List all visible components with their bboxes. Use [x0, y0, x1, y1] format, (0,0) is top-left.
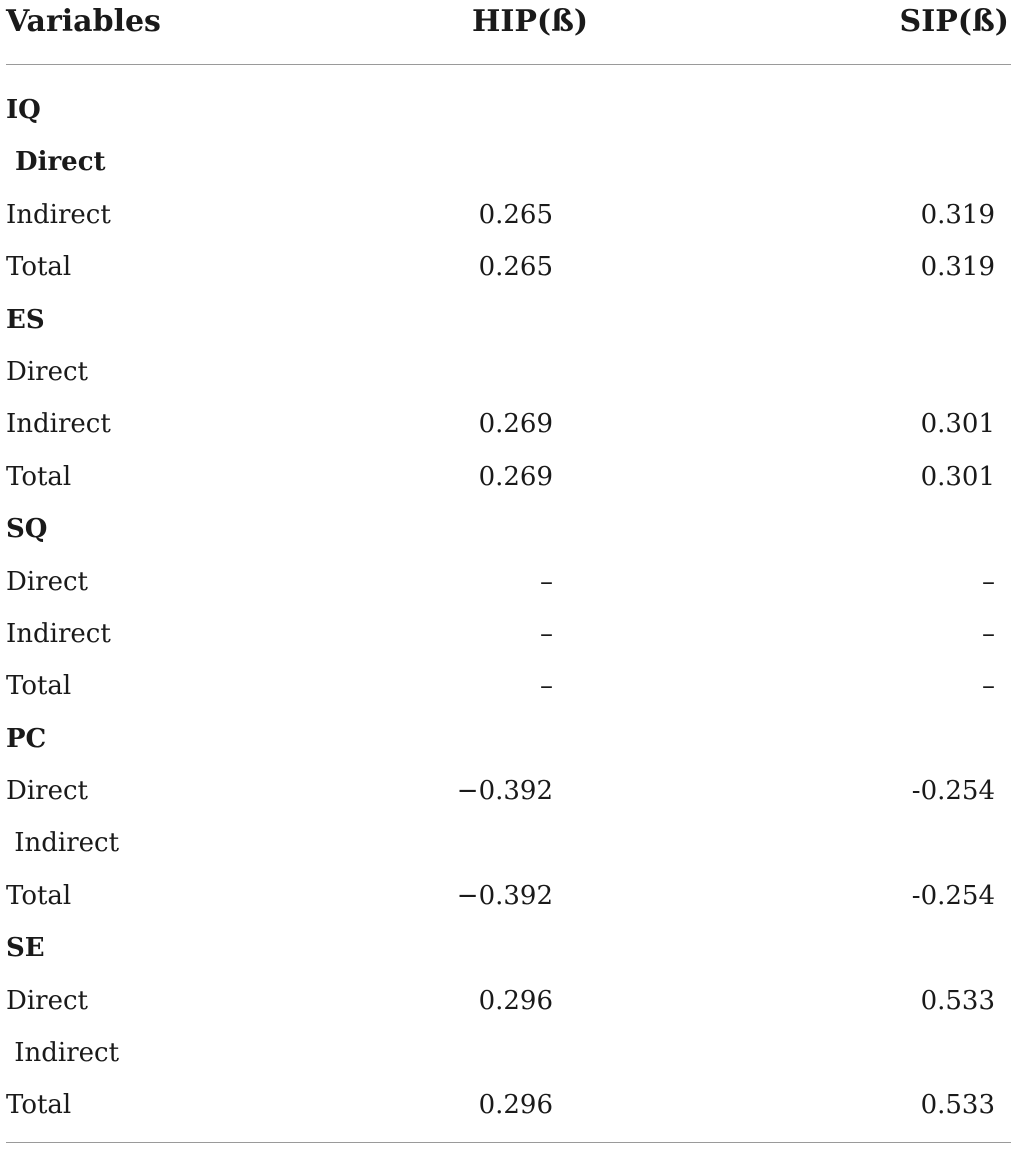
row-label: Indirect — [6, 618, 111, 649]
row-label: Direct — [6, 566, 88, 597]
row-label: Indirect — [6, 409, 111, 440]
sip-value: 0.533 — [920, 985, 995, 1016]
table-row — [0, 870, 1017, 922]
table-body — [0, 84, 1017, 1132]
row-label: Total — [6, 880, 72, 911]
sip-value: 0.301 — [920, 461, 995, 492]
sip-value: 0.319 — [920, 252, 995, 283]
table-row — [0, 84, 1017, 136]
hip-value: 0.296 — [478, 1090, 553, 1121]
table-bottom-rule — [6, 1142, 1011, 1143]
row-group-label: SE — [6, 933, 45, 964]
table-row — [0, 1027, 1017, 1079]
hip-value: 0.269 — [478, 461, 553, 492]
sip-value: -0.254 — [911, 776, 995, 807]
table-row — [0, 294, 1017, 346]
row-label: Indirect — [6, 1038, 120, 1069]
table-row — [0, 817, 1017, 869]
table-header — [0, 0, 1017, 44]
row-group-label: SQ — [6, 514, 48, 545]
row-label: Total — [6, 461, 72, 492]
row-label: Total — [6, 671, 72, 702]
row-label: Direct — [6, 776, 88, 807]
table-row — [0, 451, 1017, 503]
sip-value: 0.301 — [920, 409, 995, 440]
hip-value: −0.392 — [456, 776, 553, 807]
row-group-label: IQ — [6, 95, 41, 125]
hip-value: – — [540, 566, 553, 597]
sip-value: 0.319 — [920, 199, 995, 230]
hip-value: 0.265 — [478, 252, 553, 283]
sip-value: – — [982, 671, 995, 702]
table-row — [0, 241, 1017, 293]
sip-value: -0.254 — [911, 880, 995, 911]
hip-value: – — [540, 618, 553, 649]
table-row — [0, 189, 1017, 241]
row-label: Direct — [6, 985, 88, 1016]
hip-value: 0.296 — [478, 985, 553, 1016]
row-group-label: Direct — [6, 147, 106, 178]
row-group-label: PC — [6, 723, 47, 754]
table-row — [0, 608, 1017, 660]
row-label: Direct — [6, 356, 88, 387]
table-row — [0, 136, 1017, 188]
hip-value: 0.269 — [478, 409, 553, 440]
row-label: Total — [6, 1090, 72, 1121]
table-row — [0, 398, 1017, 450]
hip-value: 0.265 — [478, 199, 553, 230]
sip-value: – — [982, 566, 995, 597]
header-divider — [6, 64, 1011, 65]
header-hip: HIP(ß) — [472, 4, 589, 39]
hip-value: – — [540, 671, 553, 702]
sip-value: 0.533 — [920, 1090, 995, 1121]
table-row — [0, 713, 1017, 765]
table-row — [0, 1079, 1017, 1131]
table-row — [0, 975, 1017, 1027]
table-row — [0, 346, 1017, 398]
header-variables: Variables — [6, 4, 161, 39]
sip-value: – — [982, 618, 995, 649]
table-row — [0, 503, 1017, 555]
row-label: Indirect — [6, 199, 111, 230]
hip-value: −0.392 — [456, 880, 553, 911]
table-row — [0, 765, 1017, 817]
row-label: Total — [6, 252, 72, 283]
row-label: Indirect — [6, 828, 120, 859]
header-sip: SIP(ß) — [899, 4, 1009, 39]
row-group-label: ES — [6, 304, 45, 335]
table-row — [0, 922, 1017, 974]
table-row — [0, 660, 1017, 712]
table-row — [0, 556, 1017, 608]
